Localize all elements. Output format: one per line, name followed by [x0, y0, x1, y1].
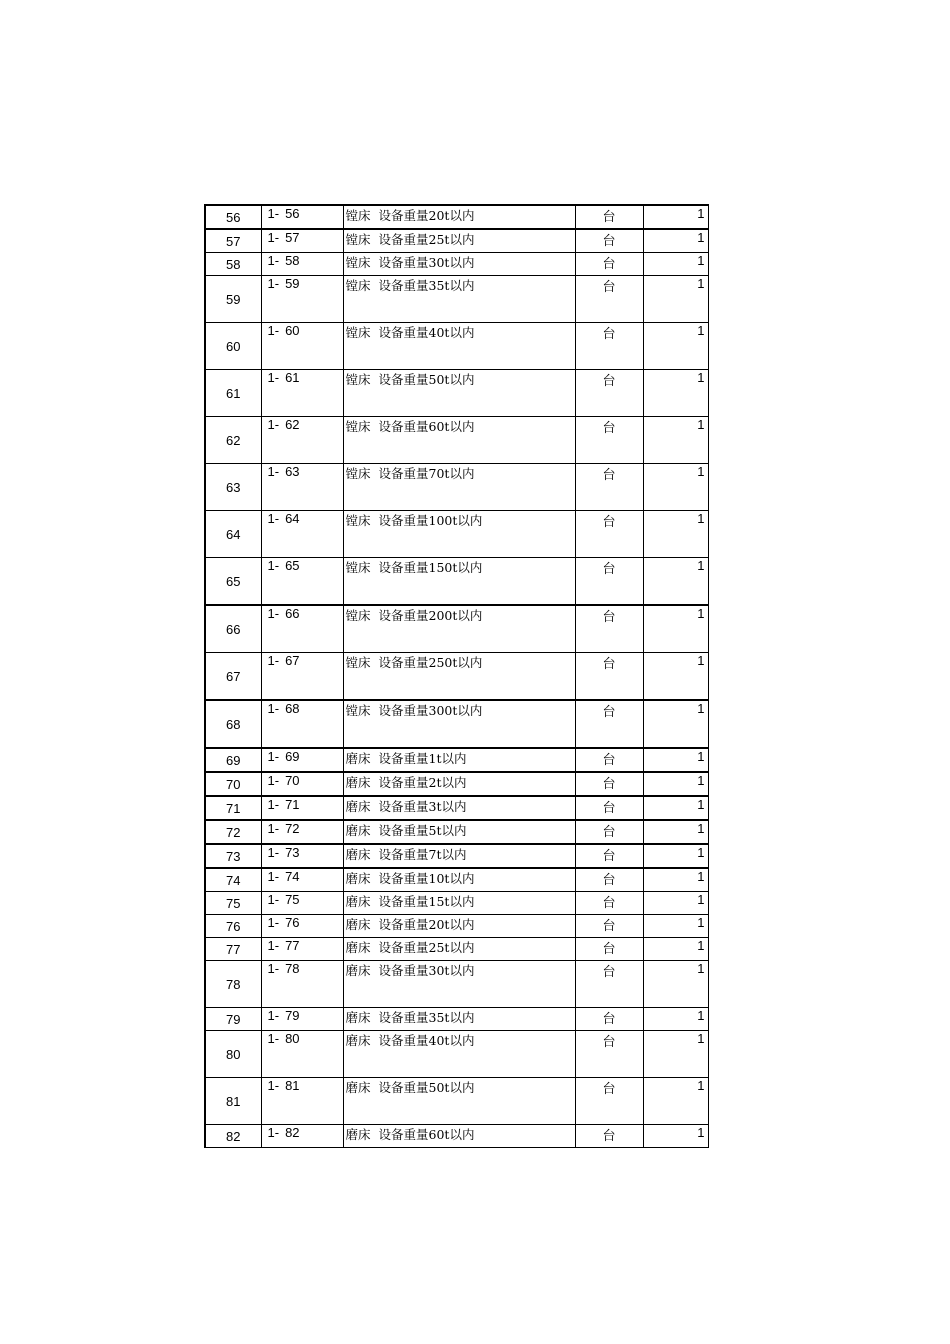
table-row	[205, 417, 708, 464]
item-code-number: 63	[285, 464, 300, 479]
table-row	[205, 892, 708, 915]
quantity-cell: 1	[643, 961, 708, 1008]
equipment-name: 磨床	[345, 963, 371, 978]
equipment-spec: 设备重量15t以内	[378, 894, 475, 909]
item-code-cell	[261, 464, 343, 511]
unit-cell: 台	[575, 205, 643, 229]
equipment-name: 镗床	[345, 232, 371, 247]
quantity-cell: 1	[643, 605, 708, 653]
quantity-table	[204, 204, 709, 1148]
item-code-number: 71	[285, 797, 300, 812]
item-code-number: 66	[285, 606, 300, 621]
item-code-number: 62	[285, 417, 300, 432]
item-code-prefix: 1-	[267, 797, 280, 812]
item-description-cell	[343, 229, 575, 253]
quantity-cell: 1	[643, 370, 708, 417]
item-code-cell	[261, 253, 343, 276]
equipment-spec: 设备重量100t以内	[378, 513, 483, 528]
item-code-cell	[261, 1031, 343, 1078]
item-description-cell	[343, 1008, 575, 1031]
table-row	[205, 653, 708, 701]
row-number-cell: 59	[205, 276, 261, 323]
table-row	[205, 464, 708, 511]
item-code-number: 81	[285, 1078, 300, 1093]
item-code-prefix: 1-	[267, 821, 280, 836]
row-number-cell: 66	[205, 605, 261, 653]
table-row	[205, 700, 708, 748]
table-row	[205, 961, 708, 1008]
item-code-number: 61	[285, 370, 300, 385]
item-code-prefix: 1-	[267, 653, 280, 668]
table-row	[205, 868, 708, 892]
item-code-prefix: 1-	[267, 915, 280, 930]
unit-cell: 台	[575, 844, 643, 868]
equipment-name: 镗床	[345, 278, 371, 293]
item-code-prefix: 1-	[267, 773, 280, 788]
unit-cell: 台	[575, 323, 643, 370]
equipment-spec: 设备重量7t以内	[378, 847, 467, 862]
item-code-number: 75	[285, 892, 300, 907]
table-row	[205, 844, 708, 868]
item-code-cell	[261, 700, 343, 748]
quantity-cell: 1	[643, 868, 708, 892]
quantity-cell: 1	[643, 1078, 708, 1125]
item-code-cell	[261, 205, 343, 229]
quantity-cell: 1	[643, 892, 708, 915]
equipment-name: 镗床	[345, 703, 371, 718]
equipment-name: 镗床	[345, 655, 371, 670]
equipment-name: 磨床	[345, 871, 371, 886]
unit-cell: 台	[575, 915, 643, 938]
equipment-name: 磨床	[345, 940, 371, 955]
item-code-number: 76	[285, 915, 300, 930]
item-description-cell	[343, 1125, 575, 1148]
quantity-cell: 1	[643, 796, 708, 820]
item-description-cell	[343, 961, 575, 1008]
unit-cell: 台	[575, 464, 643, 511]
quantity-cell: 1	[643, 748, 708, 772]
row-number-cell: 58	[205, 253, 261, 276]
item-description-cell	[343, 558, 575, 606]
item-code-prefix: 1-	[267, 749, 280, 764]
equipment-spec: 设备重量20t以内	[378, 917, 475, 932]
quantity-cell: 1	[643, 700, 708, 748]
equipment-spec: 设备重量35t以内	[378, 1010, 475, 1025]
item-code-prefix: 1-	[267, 892, 280, 907]
equipment-name: 磨床	[345, 894, 371, 909]
quantity-cell: 1	[643, 229, 708, 253]
item-code-cell	[261, 820, 343, 844]
row-number-cell: 77	[205, 938, 261, 961]
item-code-number: 59	[285, 276, 300, 291]
item-code-cell	[261, 1078, 343, 1125]
equipment-name: 磨床	[345, 917, 371, 932]
item-description-cell	[343, 323, 575, 370]
table-row	[205, 205, 708, 229]
table-row	[205, 370, 708, 417]
equipment-spec: 设备重量40t以内	[378, 1033, 475, 1048]
item-code-number: 79	[285, 1008, 300, 1023]
item-code-cell	[261, 323, 343, 370]
item-code-prefix: 1-	[267, 323, 280, 338]
item-code-cell	[261, 844, 343, 868]
row-number-cell: 80	[205, 1031, 261, 1078]
equipment-spec: 设备重量2t以内	[378, 775, 467, 790]
item-code-prefix: 1-	[267, 1125, 280, 1140]
unit-cell: 台	[575, 1078, 643, 1125]
item-code-cell	[261, 276, 343, 323]
item-code-cell	[261, 370, 343, 417]
unit-cell: 台	[575, 276, 643, 323]
item-description-cell	[343, 253, 575, 276]
unit-cell: 台	[575, 558, 643, 606]
equipment-name: 磨床	[345, 1010, 371, 1025]
equipment-name: 磨床	[345, 1033, 371, 1048]
row-number-cell: 63	[205, 464, 261, 511]
item-description-cell	[343, 772, 575, 796]
item-code-cell	[261, 748, 343, 772]
unit-cell: 台	[575, 748, 643, 772]
row-number-cell: 82	[205, 1125, 261, 1148]
table-row	[205, 1008, 708, 1031]
equipment-spec: 设备重量30t以内	[378, 255, 475, 270]
item-code-number: 58	[285, 253, 300, 268]
item-code-number: 68	[285, 701, 300, 716]
table-row	[205, 772, 708, 796]
equipment-spec: 设备重量250t以内	[378, 655, 483, 670]
item-code-number: 60	[285, 323, 300, 338]
equipment-spec: 设备重量30t以内	[378, 963, 475, 978]
table-row	[205, 605, 708, 653]
quantity-cell: 1	[643, 1031, 708, 1078]
table-row	[205, 938, 708, 961]
row-number-cell: 76	[205, 915, 261, 938]
quantity-cell: 1	[643, 323, 708, 370]
item-code-cell	[261, 938, 343, 961]
equipment-spec: 设备重量200t以内	[378, 608, 483, 623]
item-code-prefix: 1-	[267, 511, 280, 526]
item-code-prefix: 1-	[267, 276, 280, 291]
table-row	[205, 820, 708, 844]
item-code-number: 56	[285, 206, 300, 221]
equipment-name: 镗床	[345, 325, 371, 340]
item-code-number: 67	[285, 653, 300, 668]
item-description-cell	[343, 1078, 575, 1125]
equipment-spec: 设备重量300t以内	[378, 703, 483, 718]
row-number-cell: 74	[205, 868, 261, 892]
item-code-number: 70	[285, 773, 300, 788]
unit-cell: 台	[575, 1125, 643, 1148]
item-code-cell	[261, 558, 343, 606]
item-code-cell	[261, 868, 343, 892]
item-code-cell	[261, 605, 343, 653]
item-code-prefix: 1-	[267, 869, 280, 884]
quantity-cell: 1	[643, 772, 708, 796]
equipment-spec: 设备重量20t以内	[378, 208, 475, 223]
equipment-spec: 设备重量3t以内	[378, 799, 467, 814]
item-code-number: 65	[285, 558, 300, 573]
equipment-spec: 设备重量70t以内	[378, 466, 475, 481]
quantity-cell: 1	[643, 276, 708, 323]
equipment-name: 镗床	[345, 466, 371, 481]
equipment-name: 镗床	[345, 208, 371, 223]
table-row	[205, 1031, 708, 1078]
row-number-cell: 81	[205, 1078, 261, 1125]
unit-cell: 台	[575, 892, 643, 915]
row-number-cell: 64	[205, 511, 261, 558]
unit-cell: 台	[575, 605, 643, 653]
item-code-cell	[261, 1008, 343, 1031]
equipment-spec: 设备重量35t以内	[378, 278, 475, 293]
item-code-prefix: 1-	[267, 253, 280, 268]
unit-cell: 台	[575, 796, 643, 820]
equipment-spec: 设备重量60t以内	[378, 419, 475, 434]
quantity-cell: 1	[643, 938, 708, 961]
item-description-cell	[343, 892, 575, 915]
equipment-name: 镗床	[345, 608, 371, 623]
quantity-table-body	[205, 205, 708, 1148]
equipment-name: 镗床	[345, 419, 371, 434]
item-description-cell	[343, 938, 575, 961]
item-code-prefix: 1-	[267, 206, 280, 221]
item-code-cell	[261, 417, 343, 464]
equipment-spec: 设备重量40t以内	[378, 325, 475, 340]
item-code-number: 73	[285, 845, 300, 860]
equipment-spec: 设备重量1t以内	[378, 751, 467, 766]
item-description-cell	[343, 511, 575, 558]
item-code-cell	[261, 961, 343, 1008]
quantity-cell: 1	[643, 820, 708, 844]
equipment-name: 镗床	[345, 513, 371, 528]
item-code-prefix: 1-	[267, 464, 280, 479]
item-description-cell	[343, 700, 575, 748]
item-code-number: 64	[285, 511, 300, 526]
row-number-cell: 62	[205, 417, 261, 464]
equipment-name: 磨床	[345, 1080, 371, 1095]
row-number-cell: 57	[205, 229, 261, 253]
item-description-cell	[343, 868, 575, 892]
equipment-spec: 设备重量60t以内	[378, 1127, 475, 1142]
equipment-name: 磨床	[345, 1127, 371, 1142]
equipment-name: 磨床	[345, 847, 371, 862]
unit-cell: 台	[575, 1031, 643, 1078]
item-code-cell	[261, 796, 343, 820]
equipment-spec: 设备重量25t以内	[378, 232, 475, 247]
unit-cell: 台	[575, 938, 643, 961]
item-description-cell	[343, 605, 575, 653]
row-number-cell: 68	[205, 700, 261, 748]
item-code-prefix: 1-	[267, 370, 280, 385]
item-description-cell	[343, 844, 575, 868]
table-row	[205, 253, 708, 276]
item-code-number: 80	[285, 1031, 300, 1046]
quantity-cell: 1	[643, 205, 708, 229]
row-number-cell: 70	[205, 772, 261, 796]
item-code-cell	[261, 915, 343, 938]
equipment-name: 磨床	[345, 751, 371, 766]
item-code-prefix: 1-	[267, 1078, 280, 1093]
row-number-cell: 73	[205, 844, 261, 868]
item-description-cell	[343, 1031, 575, 1078]
table-row	[205, 558, 708, 606]
item-description-cell	[343, 370, 575, 417]
item-description-cell	[343, 464, 575, 511]
item-code-prefix: 1-	[267, 230, 280, 245]
row-number-cell: 67	[205, 653, 261, 701]
equipment-spec: 设备重量10t以内	[378, 871, 475, 886]
unit-cell: 台	[575, 820, 643, 844]
quantity-cell: 1	[643, 511, 708, 558]
item-code-cell	[261, 511, 343, 558]
quantity-cell: 1	[643, 1125, 708, 1148]
row-number-cell: 71	[205, 796, 261, 820]
row-number-cell: 60	[205, 323, 261, 370]
equipment-spec: 设备重量150t以内	[378, 560, 483, 575]
item-code-cell	[261, 772, 343, 796]
unit-cell: 台	[575, 417, 643, 464]
item-code-cell	[261, 653, 343, 701]
equipment-name: 镗床	[345, 372, 371, 387]
quantity-cell: 1	[643, 915, 708, 938]
table-row	[205, 915, 708, 938]
quantity-cell: 1	[643, 417, 708, 464]
item-code-prefix: 1-	[267, 606, 280, 621]
item-code-number: 74	[285, 869, 300, 884]
equipment-name: 磨床	[345, 775, 371, 790]
quantity-cell: 1	[643, 253, 708, 276]
item-code-number: 77	[285, 938, 300, 953]
item-code-number: 69	[285, 749, 300, 764]
row-number-cell: 56	[205, 205, 261, 229]
item-description-cell	[343, 915, 575, 938]
table-row	[205, 229, 708, 253]
quantity-cell: 1	[643, 653, 708, 701]
item-description-cell	[343, 276, 575, 323]
row-number-cell: 75	[205, 892, 261, 915]
row-number-cell: 61	[205, 370, 261, 417]
equipment-name: 磨床	[345, 823, 371, 838]
equipment-spec: 设备重量25t以内	[378, 940, 475, 955]
equipment-name: 镗床	[345, 560, 371, 575]
quantity-cell: 1	[643, 1008, 708, 1031]
row-number-cell: 79	[205, 1008, 261, 1031]
table-row	[205, 796, 708, 820]
item-code-number: 57	[285, 230, 300, 245]
item-code-prefix: 1-	[267, 558, 280, 573]
item-code-prefix: 1-	[267, 1031, 280, 1046]
quantity-cell: 1	[643, 558, 708, 606]
table-row	[205, 1125, 708, 1148]
unit-cell: 台	[575, 653, 643, 701]
item-code-cell	[261, 229, 343, 253]
equipment-spec: 设备重量50t以内	[378, 1080, 475, 1095]
unit-cell: 台	[575, 511, 643, 558]
item-code-prefix: 1-	[267, 417, 280, 432]
item-description-cell	[343, 748, 575, 772]
item-code-prefix: 1-	[267, 961, 280, 976]
unit-cell: 台	[575, 961, 643, 1008]
unit-cell: 台	[575, 1008, 643, 1031]
unit-cell: 台	[575, 253, 643, 276]
row-number-cell: 65	[205, 558, 261, 606]
unit-cell: 台	[575, 370, 643, 417]
table-row	[205, 276, 708, 323]
equipment-name: 磨床	[345, 799, 371, 814]
equipment-spec: 设备重量5t以内	[378, 823, 467, 838]
table-row	[205, 1078, 708, 1125]
item-code-cell	[261, 892, 343, 915]
quantity-cell: 1	[643, 464, 708, 511]
item-description-cell	[343, 653, 575, 701]
row-number-cell: 69	[205, 748, 261, 772]
equipment-spec: 设备重量50t以内	[378, 372, 475, 387]
row-number-cell: 78	[205, 961, 261, 1008]
unit-cell: 台	[575, 868, 643, 892]
item-code-prefix: 1-	[267, 701, 280, 716]
unit-cell: 台	[575, 229, 643, 253]
quantity-cell: 1	[643, 844, 708, 868]
item-code-prefix: 1-	[267, 845, 280, 860]
item-description-cell	[343, 820, 575, 844]
item-code-prefix: 1-	[267, 938, 280, 953]
item-code-prefix: 1-	[267, 1008, 280, 1023]
item-description-cell	[343, 205, 575, 229]
equipment-name: 镗床	[345, 255, 371, 270]
item-code-number: 82	[285, 1125, 300, 1140]
unit-cell: 台	[575, 700, 643, 748]
unit-cell: 台	[575, 772, 643, 796]
table-row	[205, 748, 708, 772]
row-number-cell: 72	[205, 820, 261, 844]
table-row	[205, 511, 708, 558]
item-code-number: 78	[285, 961, 300, 976]
item-description-cell	[343, 796, 575, 820]
item-code-number: 72	[285, 821, 300, 836]
item-description-cell	[343, 417, 575, 464]
table-row	[205, 323, 708, 370]
item-code-cell	[261, 1125, 343, 1148]
